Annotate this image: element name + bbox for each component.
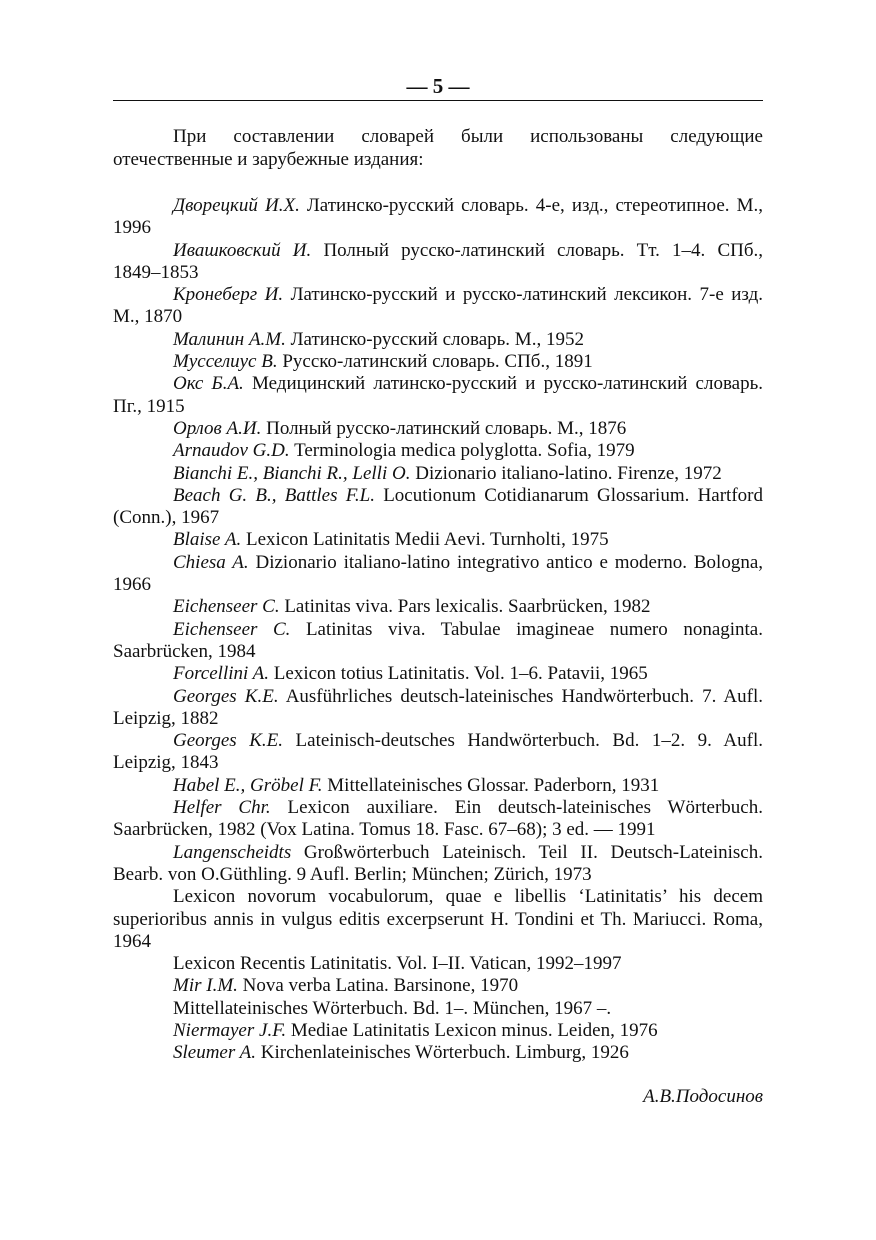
bibliography-entry [113,195,763,240]
entry-text: Mediae Latinitatis Lexicon minus. Leiden, 1976 [290,1019,658,1041]
entry-text: Латинско-русский словарь. 4-е, изд., стереотипное. М., 1996 [113,195,764,239]
bibliography-entry [113,953,763,975]
entry-text: Ausführliches deutsch-lateinisches Handwörterbuch. 7. Aufl. Leipzig, 1882 [113,685,764,729]
bibliography-entry [113,596,763,618]
entry-text: Latinitas viva. Pars lexicalis. Saarbrücken, 1982 [284,596,651,618]
entry-author: Niermayer J.F. [173,1019,287,1041]
page-content [113,72,763,1108]
entry-text: Mittellateinisches Glossar. Paderborn, 1931 [327,774,660,796]
bibliography-entry [113,463,763,485]
entry-author: Ивашковский И. [173,239,312,261]
entry-author: Eichenseer C. [173,596,280,618]
header-rule [113,100,763,101]
entry-text: Mittellateinisches Wörterbuch. Bd. 1–. München, 1967 –. [173,997,612,1019]
intro-paragraph: При составлении словарей были использованы следующие отечественные и зарубежные издания: [113,126,763,170]
entry-text: Полный русско-латинский словарь. М., 1876 [266,417,627,439]
page-number: — 5 — [406,74,470,98]
bibliography-entry [113,351,763,373]
entry-author: Georges K.E. [173,730,283,752]
entry-text: Dizionario italiano-latino. Firenze, 1972 [415,462,722,484]
author-signature: А.В.Подосинов [643,1085,763,1107]
bibliography-entry [113,686,763,731]
entry-text: Lexicon novorum vocabulorum, quae e libellis ‘Latinitatis’ his decem superioribus annis in vulgus editis excerpserunt H. Tondini et Th. Mariucci. Roma, 1964 [113,886,763,952]
entry-author: Mir I.M. [173,975,238,997]
bibliography-entry [113,619,763,664]
bibliography-entry [113,775,763,797]
entry-author: Мусселиус В. [173,351,278,373]
bibliography-entry [113,284,763,329]
bibliography-entry [113,842,763,887]
entry-text: Großwörterbuch Lateinisch. Teil II. Deutsch-Lateinisch. Bearb. von O.Güthling. 9 Aufl. Berlin; München; Zürich, 1973 [113,841,763,885]
entry-author: Habel E., Gröbel F. [173,774,323,796]
bibliography-entry [113,485,763,530]
bibliography-entry [113,663,763,685]
entry-author: Дворецкий И.Х. [173,195,300,216]
bibliography-entry [113,975,763,997]
entry-author: Forcellini A. [173,663,270,685]
entry-author: Blaise A. [173,529,242,551]
entry-author: Langenscheidts [173,841,292,863]
entry-text: Lexicon totius Latinitatis. Vol. 1–6. Patavii, 1965 [273,663,648,685]
bibliography-entry [113,1042,763,1064]
entry-text: Latinitas viva. Tabulae imagineae numero nonaginta. Saarbrücken, 1984 [113,618,763,662]
bibliography-entry [113,886,763,953]
bibliography-list [113,195,763,1065]
entry-author: Окс Б.А. [173,373,244,395]
bibliography-entry [113,529,763,551]
entry-text: Латинско-русский словарь. М., 1952 [290,328,584,350]
entry-author: Arnaudov G.D. [173,440,290,462]
entry-author: Georges K.E. [173,685,279,707]
entry-text: Dizionario italiano-latino integrativo antico e moderno. Bologna, 1966 [113,551,764,596]
entry-text: Nova verba Latina. Barsinone, 1970 [242,975,519,997]
entry-text: Lexicon auxiliare. Ein deutsch-lateinisches Wörterbuch. Saarbrücken, 1982 (Vox Latina. Tomus 18. Fasc. 67–68); 3 ed. — 1991 [113,797,763,841]
bibliography-entry [113,730,763,775]
bibliography-entry [113,240,763,285]
entry-author: Малинин А.М. [173,328,286,350]
entry-text: Lateinisch-deutsches Handwörterbuch. Bd. 1–2. 9. Aufl. Leipzig, 1843 [113,730,763,774]
bibliography-entry [113,1020,763,1042]
entry-text: Kirchenlateinisches Wörterbuch. Limburg, 1926 [260,1042,629,1064]
entry-author: Кронеберг И. [173,284,284,306]
bibliography-entry [113,329,763,351]
bibliography-entry [113,440,763,462]
entry-text: Русско-латинский словарь. СПб., 1891 [282,351,593,373]
entry-author: Орлов А.И. [173,417,262,439]
bibliography-entry [113,552,763,597]
entry-text: Латинско-русский и русско-латинский лексикон. 7-е изд. М., 1870 [113,284,763,328]
entry-text: Полный русско-латинский словарь. Тт. 1–4. СПб., 1849–1853 [113,239,764,283]
bibliography-entry [113,998,763,1020]
entry-author: Helfer Chr. [173,797,271,819]
entry-text: Медицинский латинско-русский и русско-латинский словарь. Пг., 1915 [113,373,764,417]
entry-text: Lexicon Recentis Latinitatis. Vol. I–II. Vatican, 1992–1997 [173,953,622,975]
entry-text: Lexicon Latinitatis Medii Aevi. Turnholti, 1975 [246,529,609,551]
entry-text: Terminologia medica polyglotta. Sofia, 1979 [294,440,635,462]
bibliography-entry [113,418,763,440]
entry-author: Eichenseer C. [173,618,291,640]
entry-author: Bianchi E., Bianchi R., Lelli O. [173,462,411,484]
entry-author: Beach G. B., Battles F.L. [173,484,375,506]
entry-author: Chiesa A. [173,551,249,573]
entry-text: Locutionum Cotidianarum Glossarium. Hartford (Conn.), 1967 [113,484,763,529]
entry-author: Sleumer A. [173,1042,257,1064]
bibliography-entry [113,797,763,842]
bibliography-entry [113,373,763,418]
